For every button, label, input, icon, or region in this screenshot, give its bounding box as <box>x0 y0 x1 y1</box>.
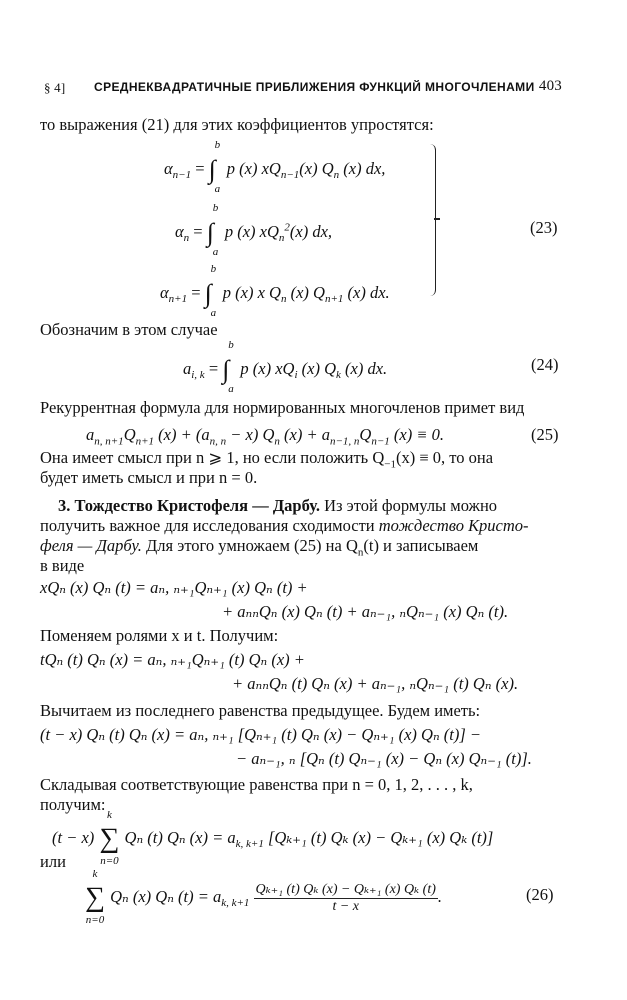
section-3-line-4: в виде <box>40 556 85 575</box>
paragraph-subtract: Вычитаем из последнего равенства предыдущее. Будем иметь: <box>40 701 481 720</box>
equation-c-line-1: (t − x) Qₙ (t) Qₙ (x) = aₙ, ₙ₊₁ [Qₙ₊₁ (t) Qₙ (x) − Qₙ₊₁ (x) Qₙ (t)] − <box>40 725 482 744</box>
equation-number-23: (23) <box>530 218 558 237</box>
paragraph-meaning-line-1: Она имеет смысл при n ⩾ 1, но если положить $Q_{-1}(x) \equiv 0$, то она <box>40 448 494 471</box>
equation-a-line-2: + aₙₙQₙ (x) Qₙ (t) + aₙ₋₁, ₙQₙ₋₁ (x) Qₙ (t). <box>222 602 509 621</box>
equation-b-line-1: tQₙ (t) Qₙ (x) = aₙ, ₙ₊₁Qₙ₊₁ (t) Qₙ (x) + <box>40 650 305 669</box>
paragraph-summing-line-2: получим: <box>40 795 106 814</box>
section-3-line-3: феля — Дарбу. Для этого умножаем (25) на $Q_n(t)$ и записываем <box>40 536 479 559</box>
paragraph-summing-line-1: Складывая соответствующие равенства при n = 0, 1, 2, . . . , k, <box>40 775 473 794</box>
page-number: 403 <box>538 78 562 94</box>
paragraph-intro: то выражения (21) для этих коэффициентов упростятся: <box>40 115 434 134</box>
paragraph-recurrence: Рекуррентная формула для нормированных многочленов примет вид <box>40 398 525 417</box>
paragraph-denote: Обозначим в этом случае <box>40 320 218 339</box>
section-marker: § 4] <box>44 80 66 95</box>
paragraph-swap: Поменяем ролями x и t. Получим: <box>40 626 279 645</box>
equation-25: $a_{n, n+1}Q_{n+1}$ $(x) + (a_{n, n} - x)$ $Q_n$ $(x) + a_{n-1, n}Q_{n-1}$ (x) ≡ 0. <box>86 425 444 448</box>
equation-23-line-3: $\alpha_{n+1}$ = ∫ b a p (x) x $Q_n$ (x) $Q_{n+1}$ (x) dx. <box>160 263 390 319</box>
equation-brace <box>427 144 436 296</box>
equation-26: ∑ k n=0 Qₙ (x) Qₙ $(t) = a_{k, k+1}$ $\frac{\text{Qₖ₊₁ (t) Qₖ (x) − Qₖ₊₁ (x) Qₖ (t)}}{t - x}$ . <box>85 868 443 926</box>
fraction: $\frac{\text{Qₖ₊₁ (t) Qₖ (x) − Qₖ₊₁ (x) Qₖ (t)}}{t - x}$ <box>255 882 436 914</box>
word-or: или <box>40 852 66 871</box>
section-3-heading: 3. Тождество Кристофеля — Дарбу. <box>58 496 320 515</box>
chapter-title: СРЕДНЕКВАДРАТИЧНЫЕ ПРИБЛИЖЕНИЯ ФУНКЦИЙ МНОГОЧЛЕНАМИ <box>94 80 535 94</box>
equation-number-24: (24) <box>531 355 559 374</box>
equation-a-line-1: xQₙ (x) Qₙ (t) = aₙ, ₙ₊₁Qₙ₊₁ (x) Qₙ (t) + <box>40 578 308 597</box>
equation-d: (t − x) ∑ k n=0 Qₙ (t) Qₙ $(x) = a_{k, k+1}$ [Qₖ₊₁ (t) Qₖ (x) − Qₖ₊₁ (x) Qₖ (t)] <box>52 809 494 867</box>
equation-b-line-2: + aₙₙQₙ (t) Qₙ (x) + aₙ₋₁, ₙQₙ₋₁ (t) Qₙ (x). <box>232 674 519 693</box>
equation-23-line-2: $\alpha_n$ = ∫ b a p (x) $xQ_n^2(x)$ dx, <box>175 202 333 258</box>
equation-number-25: (25) <box>531 425 559 444</box>
equation-23-line-1: $\alpha_{n-1}$ = ∫ b a p (x) $xQ_{n-1}(x)$ $Q_n$ (x) dx, <box>164 139 386 195</box>
equation-brace-tip <box>434 218 440 220</box>
section-3-line-1: 3. Тождество Кристофеля — Дарбу. Из этой формулы можно <box>58 496 498 515</box>
equation-number-26: (26) <box>526 885 554 904</box>
section-3-line-2: получить важное для исследования сходимости тождество Кристо- <box>40 516 529 535</box>
equation-c-line-2: − aₙ₋₁, ₙ [Qₙ (t) Qₙ₋₁ (x) − Qₙ (x) Qₙ₋₁ (t)]. <box>236 749 532 768</box>
paragraph-meaning-line-2: будет иметь смысл и при n = 0. <box>40 468 258 487</box>
equation-24: $a_{i, k}$ = ∫ b a p (x) $xQ_i$ (x) $Q_k$ (x) dx. <box>183 339 388 395</box>
